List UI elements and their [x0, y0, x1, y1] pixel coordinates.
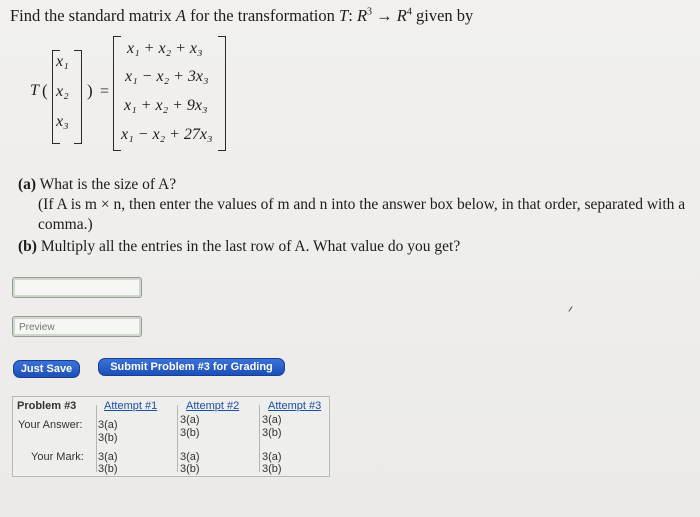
- statement-text: Find the standard matrix: [10, 6, 176, 25]
- table-divider-1: [96, 405, 97, 472]
- answer-2a: 3(a): [180, 414, 200, 426]
- attempt-3-link[interactable]: Attempt #3: [268, 400, 322, 412]
- domain-exponent: 3: [367, 6, 373, 18]
- mark-2b: 3(b): [180, 463, 200, 475]
- mark-2a: 3(a): [180, 451, 200, 463]
- answer-3b: 3(b): [262, 427, 282, 439]
- answer-b-box[interactable]: [12, 316, 142, 337]
- answer-2b: 3(b): [180, 427, 200, 439]
- question-a: [18, 176, 176, 194]
- attempt-2-link[interactable]: Attempt #2: [186, 400, 240, 412]
- vector-entry-1: x₁: [56, 53, 69, 70]
- vector-entry-3: x₃: [56, 113, 69, 130]
- T-symbol: T: [30, 82, 39, 99]
- your-mark-label: Your Mark:: [31, 451, 84, 463]
- output-row-1: x₁ + x₂ + x₃: [127, 40, 203, 57]
- transformation-symbol: T: [339, 6, 349, 25]
- answer-a-input[interactable]: [17, 280, 139, 296]
- output-right-bracket: [218, 36, 226, 151]
- output-left-bracket: [113, 36, 121, 151]
- question-a-label: (a): [18, 176, 37, 193]
- matrix-symbol: A: [175, 6, 186, 25]
- answer-1b: 3(b): [98, 432, 118, 444]
- codomain-exponent: 4: [406, 6, 412, 18]
- mark-3b: 3(b): [262, 463, 282, 475]
- statement-text-2: for the transformation: [185, 6, 340, 25]
- output-row-4: x₁ − x₂ + 27x₃: [121, 126, 213, 143]
- table-divider-3: [259, 405, 260, 472]
- output-row-2: x₁ − x₂ + 3x₃: [125, 68, 209, 85]
- mark-1a: 3(a): [98, 451, 118, 463]
- domain-space: R: [356, 6, 368, 25]
- attempt-1-link[interactable]: Attempt #1: [104, 400, 158, 412]
- colon: :: [348, 6, 357, 25]
- statement-suffix: given by: [411, 6, 474, 25]
- your-answer-label: Your Answer:: [18, 419, 83, 431]
- cursor-mark: [568, 306, 572, 311]
- mark-3a: 3(a): [262, 451, 282, 463]
- equals-sign: =: [100, 83, 110, 100]
- table-problem-header: Problem #3: [17, 400, 77, 412]
- codomain-space: R: [396, 6, 407, 25]
- matrix-equation: [0, 0, 700, 160]
- attempts-table: [12, 396, 330, 477]
- submit-problem-button[interactable]: Submit Problem #3 for Grading: [98, 358, 285, 376]
- output-row-3: x₁ + x₂ + 9x₃: [124, 97, 208, 114]
- answer-a-box[interactable]: [12, 277, 142, 298]
- answer-1a: 3(a): [98, 419, 118, 431]
- question-a-note-line2: comma.): [38, 216, 93, 233]
- vector-entry-2: x₂: [56, 83, 69, 100]
- answer-3a: 3(a): [262, 414, 282, 426]
- question-b: [18, 238, 460, 256]
- arrow: →: [372, 6, 397, 25]
- question-b-text: Multiply all the entries in the last row of A. What value do you get?: [36, 238, 461, 255]
- question-b-label: (b): [18, 238, 37, 255]
- question-a-note-line1: (If A is m × n, then enter the values of m and n into the answer box below, in that order, separated with a: [38, 196, 686, 213]
- input-right-bracket: [74, 50, 82, 144]
- question-a-text: What is the size of A?: [36, 176, 177, 193]
- answer-b-input[interactable]: [17, 319, 139, 335]
- table-divider-2: [177, 405, 178, 472]
- just-save-button[interactable]: Just Save: [13, 360, 80, 378]
- open-paren: (: [42, 81, 48, 100]
- close-paren: ): [87, 81, 93, 100]
- mark-1b: 3(b): [98, 463, 118, 475]
